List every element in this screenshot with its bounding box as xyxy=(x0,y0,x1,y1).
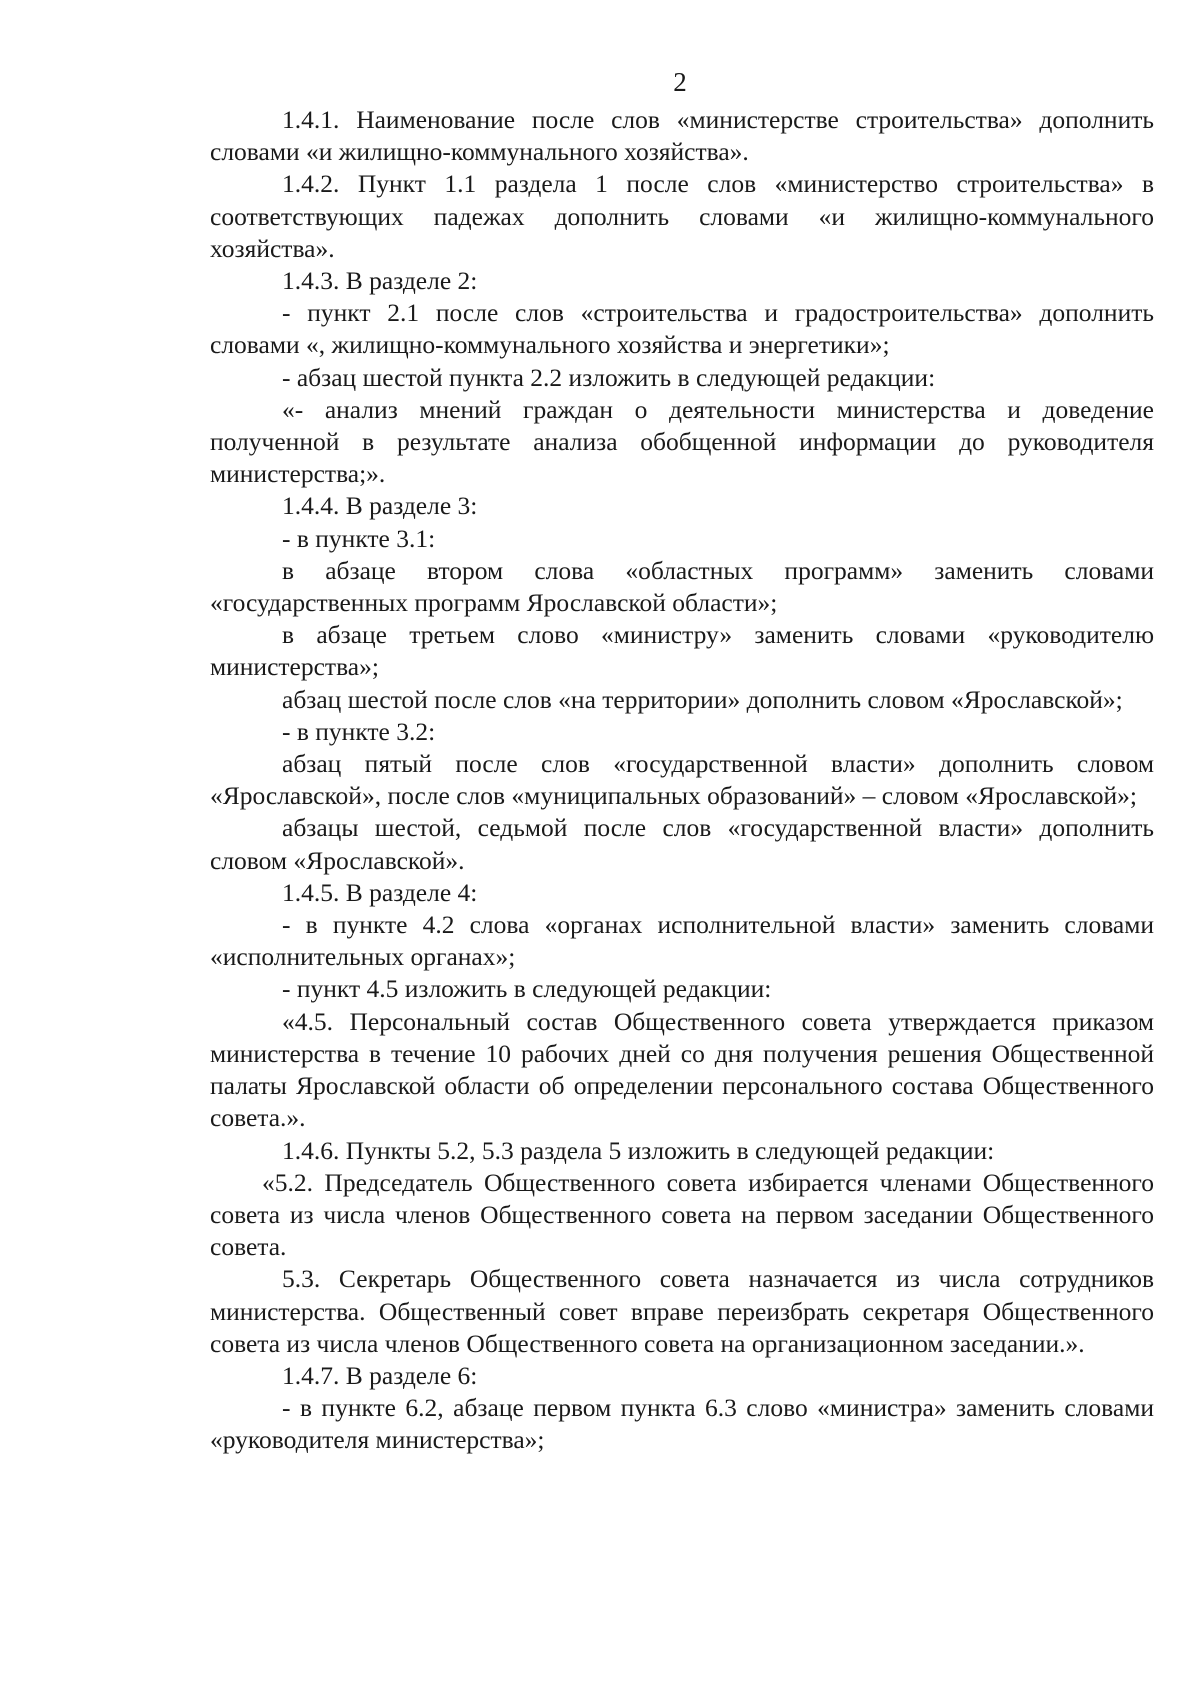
paragraph-item-2-1: - пункт 2.1 после слов «строительства и градостроительства» дополнить словами «, жилищно-коммунального хозяйства и энергетики»; xyxy=(210,298,1154,360)
paragraph-1-4-4-heading: 1.4.4. В разделе 3: xyxy=(282,491,478,521)
paragraph-3-2-abzac-6-7: абзацы шестой, седьмой после слов «государственной власти» дополнить словом «Ярославской». xyxy=(210,813,1154,875)
paragraph-3-1-abzac-2: в абзаце втором слова «областных программ» заменить словами «государственных программ Ярославской области»; xyxy=(210,555,1154,618)
page-number: 2 xyxy=(673,67,687,97)
paragraph-3-1-abzac-6: абзац шестой после слов «на территории» дополнить словом «Ярославской»; xyxy=(282,684,1123,714)
paragraph-1-4-1: 1.4.1. Наименование после слов «министерстве строительства» дополнить словами «и жилищно-коммунального хозяйства». xyxy=(210,105,1154,167)
paragraph-1-4-2: 1.4.2. Пункт 1.1 раздела 1 после слов «министерство строительства» в соответствующих падежах дополнить словами «и жилищно-коммунального хозяйства». xyxy=(210,169,1154,263)
paragraph-1-4-6: 1.4.6. Пункты 5.2, 5.3 раздела 5 изложить в следующей редакции: xyxy=(282,1135,995,1165)
paragraph-item-2-2: - абзац шестой пункта 2.2 изложить в следующей редакции: xyxy=(282,362,936,392)
paragraph-item-3-2: - в пункте 3.2: xyxy=(282,716,436,746)
paragraph-quote-5-3: 5.3. Секретарь Общественного совета назначается из числа сотрудников министерства. Общественный совет вправе переизбрать секретаря Общественного совета из числа членов Общественного совета на организационном заседании.». xyxy=(210,1264,1154,1358)
paragraph-3-1-abzac-3: в абзаце третьем слово «министру» заменить словами «руководителю министерства»; xyxy=(210,620,1154,682)
paragraph-quote-5-2: «5.2. Председатель Общественного совета избирается членами Общественного совета из числа членов Общественного совета на первом заседании Общественного совета. xyxy=(210,1167,1154,1262)
paragraph-quote-2-2: «- анализ мнений граждан о деятельности министерства и доведение полученной в результате анализа обобщенной информации до руководителя министерства;». xyxy=(210,394,1154,489)
paragraph-quote-4-5: «4.5. Персональный состав Общественного совета утверждается приказом министерства в течение 10 рабочих дней со дня получения решения Общественной палаты Ярославской области об определении персонального состава Общественного совета.». xyxy=(210,1006,1154,1133)
paragraph-item-4-2: - в пункте 4.2 слова «органах исполнительной власти» заменить словами «исполнительных органах»; xyxy=(210,910,1154,972)
paragraph-1-4-5-heading: 1.4.5. В разделе 4: xyxy=(282,877,478,907)
document-body xyxy=(210,104,1154,1457)
paragraph-item-6-2: - в пункте 6.2, абзаце первом пункта 6.3 слово «министра» заменить словами «руководителя министерства»; xyxy=(210,1393,1154,1455)
paragraph-1-4-7-heading: 1.4.7. В разделе 6: xyxy=(282,1360,478,1390)
paragraph-item-4-5: - пункт 4.5 изложить в следующей редакции: xyxy=(282,974,772,1004)
paragraph-item-3-1: - в пункте 3.1: xyxy=(282,523,436,553)
paragraph-1-4-3-heading: 1.4.3. В разделе 2: xyxy=(282,266,478,296)
paragraph-3-2-abzac-5: абзац пятый после слов «государственной власти» дополнить словом «Ярославской», после слов «муниципальных образований» – словом «Ярославской»; xyxy=(210,749,1154,811)
